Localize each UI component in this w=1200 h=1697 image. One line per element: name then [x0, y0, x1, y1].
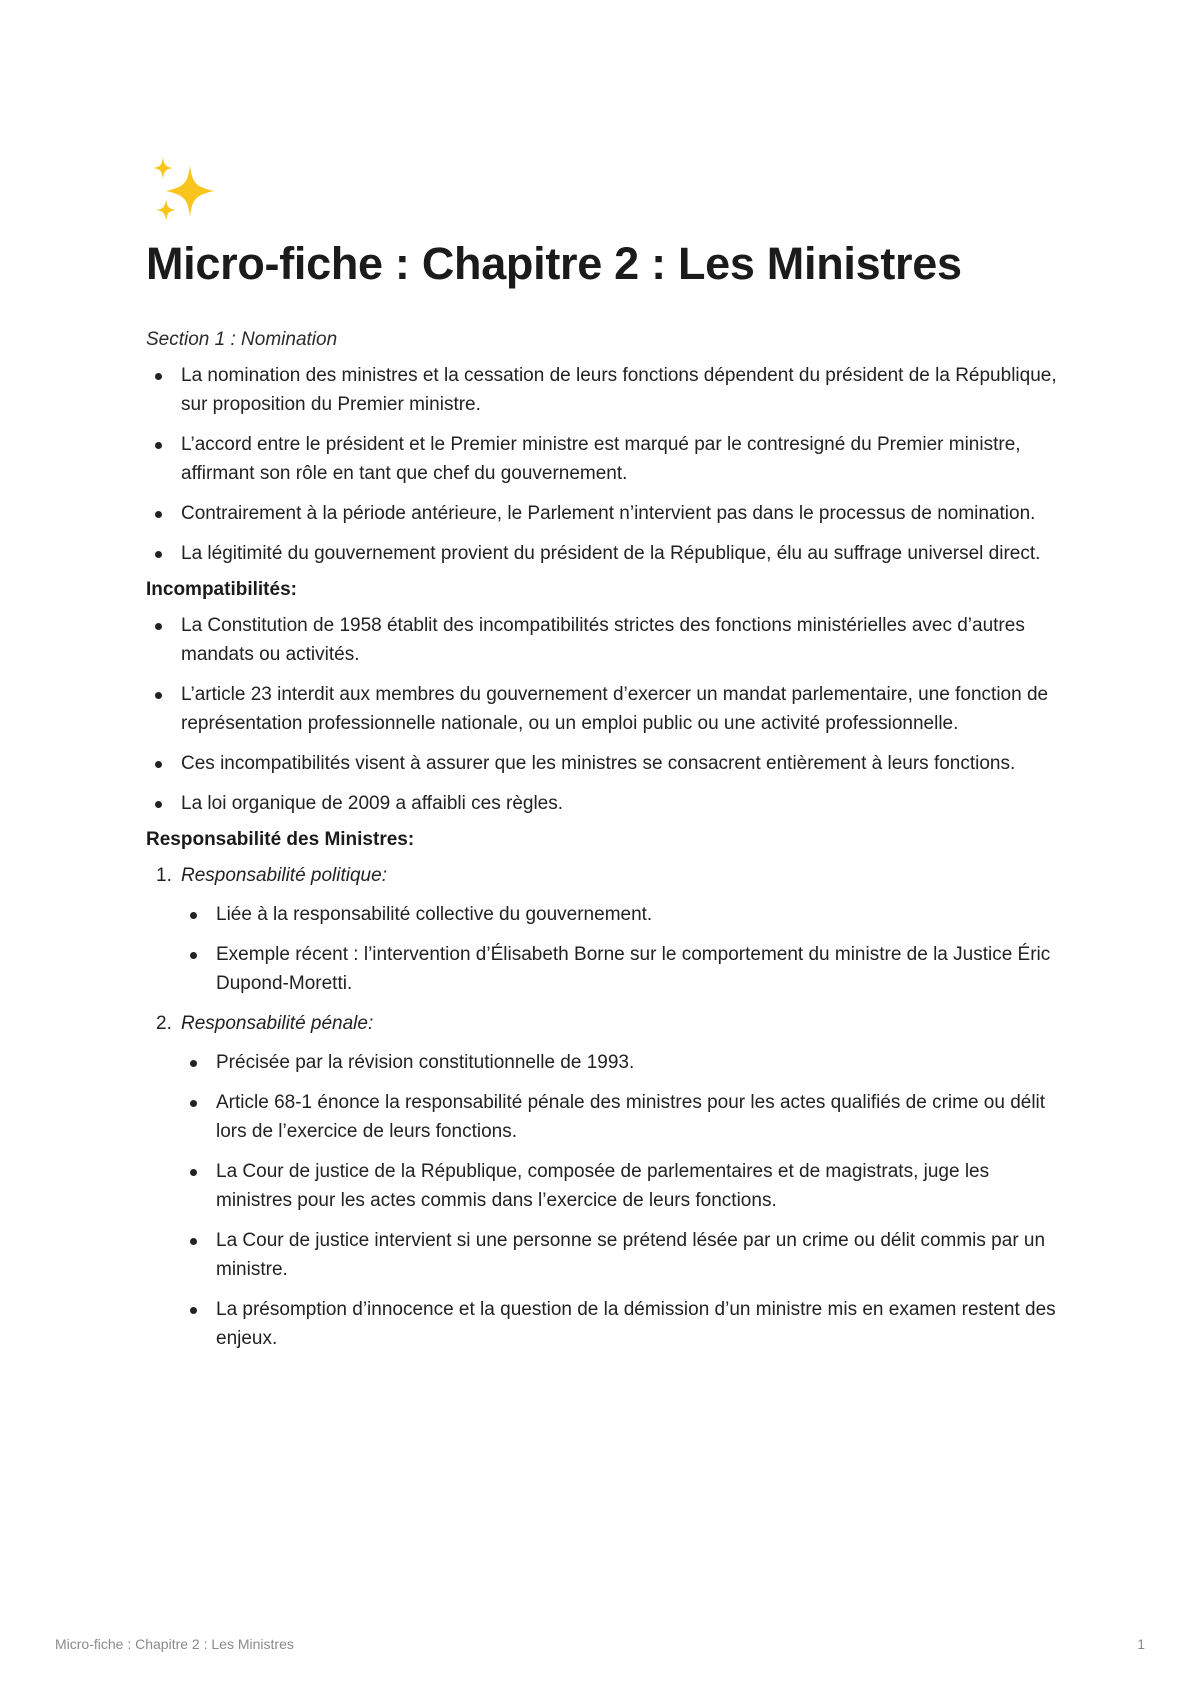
item-title: Responsabilité politique: — [181, 865, 387, 886]
list-item: La présomption d’innocence et la question de la démission d’un ministre mis en examen restent des enjeux. — [181, 1295, 1066, 1353]
list-item: Liée à la responsabilité collective du gouvernement. — [181, 900, 1066, 929]
footer-title: Micro-fiche : Chapitre 2 : Les Ministres — [55, 1636, 294, 1652]
list-item: La légitimité du gouvernement provient du président de la République, élu au suffrage universel direct. — [146, 539, 1066, 568]
document-page — [146, 155, 1066, 1364]
responsabilite-heading: Responsabilité des Ministres: — [146, 829, 415, 850]
list-item: L’article 23 interdit aux membres du gouvernement d’exercer un mandat parlementaire, une fonction de représentation professionnelle nationale, ou un emploi public ou une activité professionnelle. — [146, 680, 1066, 738]
item-title: Responsabilité pénale: — [181, 1013, 374, 1034]
list-item: La loi organique de 2009 a affaibli ces règles. — [146, 789, 1066, 818]
page-number: 1 — [1137, 1636, 1145, 1652]
list-item: L’accord entre le président et le Premier ministre est marqué par le contresigné du Premier ministre, affirmant son rôle en tant que chef du gouvernement. — [146, 430, 1066, 488]
list-item: La Cour de justice de la République, composée de parlementaires et de magistrats, juge les ministres pour les actes commis dans l’exercice de leurs fonctions. — [181, 1157, 1066, 1215]
page-footer — [55, 1636, 1145, 1652]
list-item: La Cour de justice intervient si une personne se prétend lésée par un crime ou délit commis par un ministre. — [181, 1226, 1066, 1284]
list-item: Précisée par la révision constitutionnelle de 1993. — [181, 1048, 1066, 1077]
list-item: La nomination des ministres et la cessation de leurs fonctions dépendent du président de la République, sur proposition du Premier ministre. — [146, 361, 1066, 419]
nomination-list — [146, 361, 1066, 568]
section-1-title: Section 1 : Nomination — [146, 329, 338, 350]
politique-sublist — [181, 900, 1066, 998]
sparkles-icon — [146, 155, 222, 231]
list-item: Ces incompatibilités visent à assurer que les ministres se consacrent entièrement à leurs fonctions. — [146, 749, 1066, 778]
list-item: Article 68-1 énonce la responsabilité pénale des ministres pour les actes qualifiés de crime ou délit lors de l’exercice de leurs fonctions. — [181, 1088, 1066, 1146]
numbered-item-penale — [146, 1009, 1066, 1353]
incompatibilites-heading: Incompatibilités: — [146, 579, 297, 600]
page-title: Micro-fiche : Chapitre 2 : Les Ministres — [146, 238, 962, 289]
item-number: 2. — [156, 1013, 172, 1034]
list-item: La Constitution de 1958 établit des incompatibilités strictes des fonctions ministérielles avec d’autres mandats ou activités. — [146, 611, 1066, 669]
responsabilite-list — [146, 861, 1066, 1353]
list-item: Contrairement à la période antérieure, le Parlement n’intervient pas dans le processus de nomination. — [146, 499, 1066, 528]
numbered-item-politique — [146, 861, 1066, 998]
list-item: Exemple récent : l’intervention d’Élisabeth Borne sur le comportement du ministre de la Justice Éric Dupond-Moretti. — [181, 940, 1066, 998]
item-number: 1. — [156, 865, 172, 886]
incompatibilites-list — [146, 611, 1066, 818]
penale-sublist — [181, 1048, 1066, 1353]
